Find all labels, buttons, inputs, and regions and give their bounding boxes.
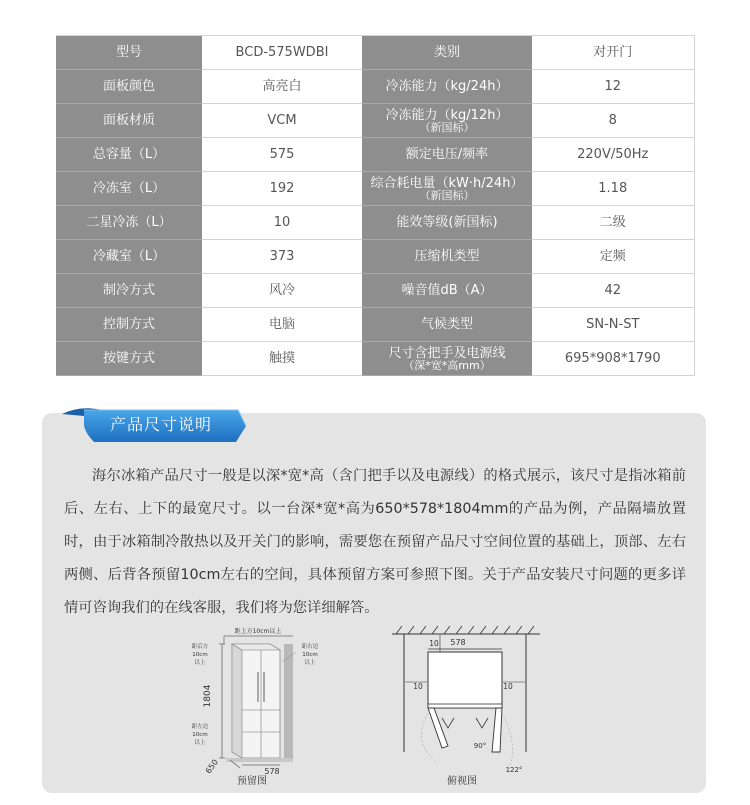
spec-label: 冷冻室（L） [56, 172, 202, 206]
spec-value: 695*908*1790 [532, 342, 694, 376]
spec-row [56, 274, 694, 308]
spec-row [56, 240, 694, 274]
spec-label: 面板颜色 [56, 70, 202, 104]
left-clearance-note-value: 10cm [192, 732, 208, 738]
spec-value: 高亮白 [202, 70, 362, 104]
depth-dimension: 650 [203, 757, 221, 776]
spec-label: 额定电压/频率 [362, 138, 532, 172]
size-description: 海尔冰箱产品尺寸一般是以深*宽*高（含门把手以及电源线）的格式展示，该尺寸是指冰箱前后、左右、上下的最宽尺寸。以一台深*宽*高为650*578*1804mm的产品为例，产品隔墙放置时，由于冰箱制冷散热以及开关门的影响，需要您在预留产品尺寸空间位置的基础上，顶部、左右两侧、后背各预留10cm左右的空间，具体预留方案可参照下图。关于产品安装尺寸问题的更多详情可咨询我们的在线客服，我们将为您详细解答。 [64, 468, 686, 616]
spec-label-main: 综合耗电量（kW·h/24h） [370, 175, 524, 191]
spec-value: VCM [202, 104, 362, 138]
spec-value: 定频 [532, 240, 694, 274]
spec-label: 气候类型 [362, 308, 532, 342]
spec-row [56, 342, 694, 376]
left-clearance-note-suffix: 以上 [194, 740, 206, 746]
spec-value: SN-N-ST [532, 308, 694, 342]
spec-label: 类别 [362, 36, 532, 70]
spec-label: 总容量（L） [56, 138, 202, 172]
spec-label-main: 冷冻能力（kg/12h） [385, 107, 509, 123]
spec-label: 压缩机类型 [362, 240, 532, 274]
spec-value: 触摸 [202, 342, 362, 376]
top-view-diagram [390, 622, 550, 792]
spec-label: 二星冷冻（L） [56, 206, 202, 240]
fridge-plan-outline [428, 652, 502, 708]
plan-width-dimension: 578 [450, 638, 466, 647]
spec-table [56, 35, 695, 376]
front-diagram-caption: 预留图 [237, 776, 267, 787]
spec-label-sub: （深*宽*高mm） [403, 358, 491, 372]
spec-row [56, 36, 694, 70]
right-clearance-note-value: 10cm [302, 652, 318, 658]
right-clearance-note-suffix: 以上 [304, 660, 316, 666]
spec-label: 按键方式 [56, 342, 202, 376]
back-clearance-note-suffix: 以上 [194, 660, 206, 666]
spec-row [56, 172, 694, 206]
spec-label: 制冷方式 [56, 274, 202, 308]
spec-value: 373 [202, 240, 362, 274]
spec-value: 42 [532, 274, 694, 308]
back-wall-shape [284, 644, 293, 759]
spec-value: 对开门 [532, 36, 694, 70]
spec-label: 冷藏室（L） [56, 240, 202, 274]
spec-label: 能效等级(新国标) [362, 206, 532, 240]
left-clearance-note: 距左边 [191, 724, 209, 730]
back-clearance-note: 距后方 [191, 644, 209, 650]
spec-value: BCD-575WDBI [202, 36, 362, 70]
spec-value: 二级 [532, 206, 694, 240]
spec-row [56, 138, 694, 172]
width-dimension: 578 [264, 767, 280, 776]
spec-label-main: 尺寸含把手及电源线 [388, 345, 506, 361]
spec-row [56, 206, 694, 240]
door-angle-outer: 122° [505, 766, 523, 774]
plan-left-gap: 10 [413, 682, 423, 691]
spec-label: 型号 [56, 36, 202, 70]
spec-value: 192 [202, 172, 362, 206]
back-clearance-note-value: 10cm [192, 652, 208, 658]
spec-value: 12 [532, 70, 694, 104]
section-title: 产品尺寸说明 [109, 415, 212, 434]
spec-value: 电脑 [202, 308, 362, 342]
spec-label: 面板材质 [56, 104, 202, 138]
spec-row [56, 104, 694, 138]
spec-label: 冷冻能力（kg/24h） [362, 70, 532, 104]
plan-right-gap: 10 [503, 682, 513, 691]
spec-value: 220V/50Hz [532, 138, 694, 172]
height-dimension: 1804 [203, 684, 213, 708]
front-reserve-diagram [186, 622, 336, 792]
spec-label-sub: （新国标） [419, 188, 475, 202]
spec-value: 575 [202, 138, 362, 172]
spec-label-sub: （新国标） [419, 120, 475, 134]
spec-value: 8 [532, 104, 694, 138]
spec-label: 噪音值dB（A） [362, 274, 532, 308]
spec-label [362, 172, 532, 206]
door-angle-inner: 90° [473, 742, 487, 750]
spec-label: 控制方式 [56, 308, 202, 342]
top-clearance-note: 距上方10cm以上 [234, 628, 282, 635]
spec-label [362, 104, 532, 138]
spec-row [56, 308, 694, 342]
spec-value: 1.18 [532, 172, 694, 206]
spec-row [56, 70, 694, 104]
spec-label [362, 342, 532, 376]
spec-value: 10 [202, 206, 362, 240]
spec-value: 风冷 [202, 274, 362, 308]
right-clearance-note: 距右边 [301, 644, 319, 650]
plan-top-gap: 10 [429, 639, 439, 648]
top-diagram-caption: 俯视图 [447, 776, 477, 787]
